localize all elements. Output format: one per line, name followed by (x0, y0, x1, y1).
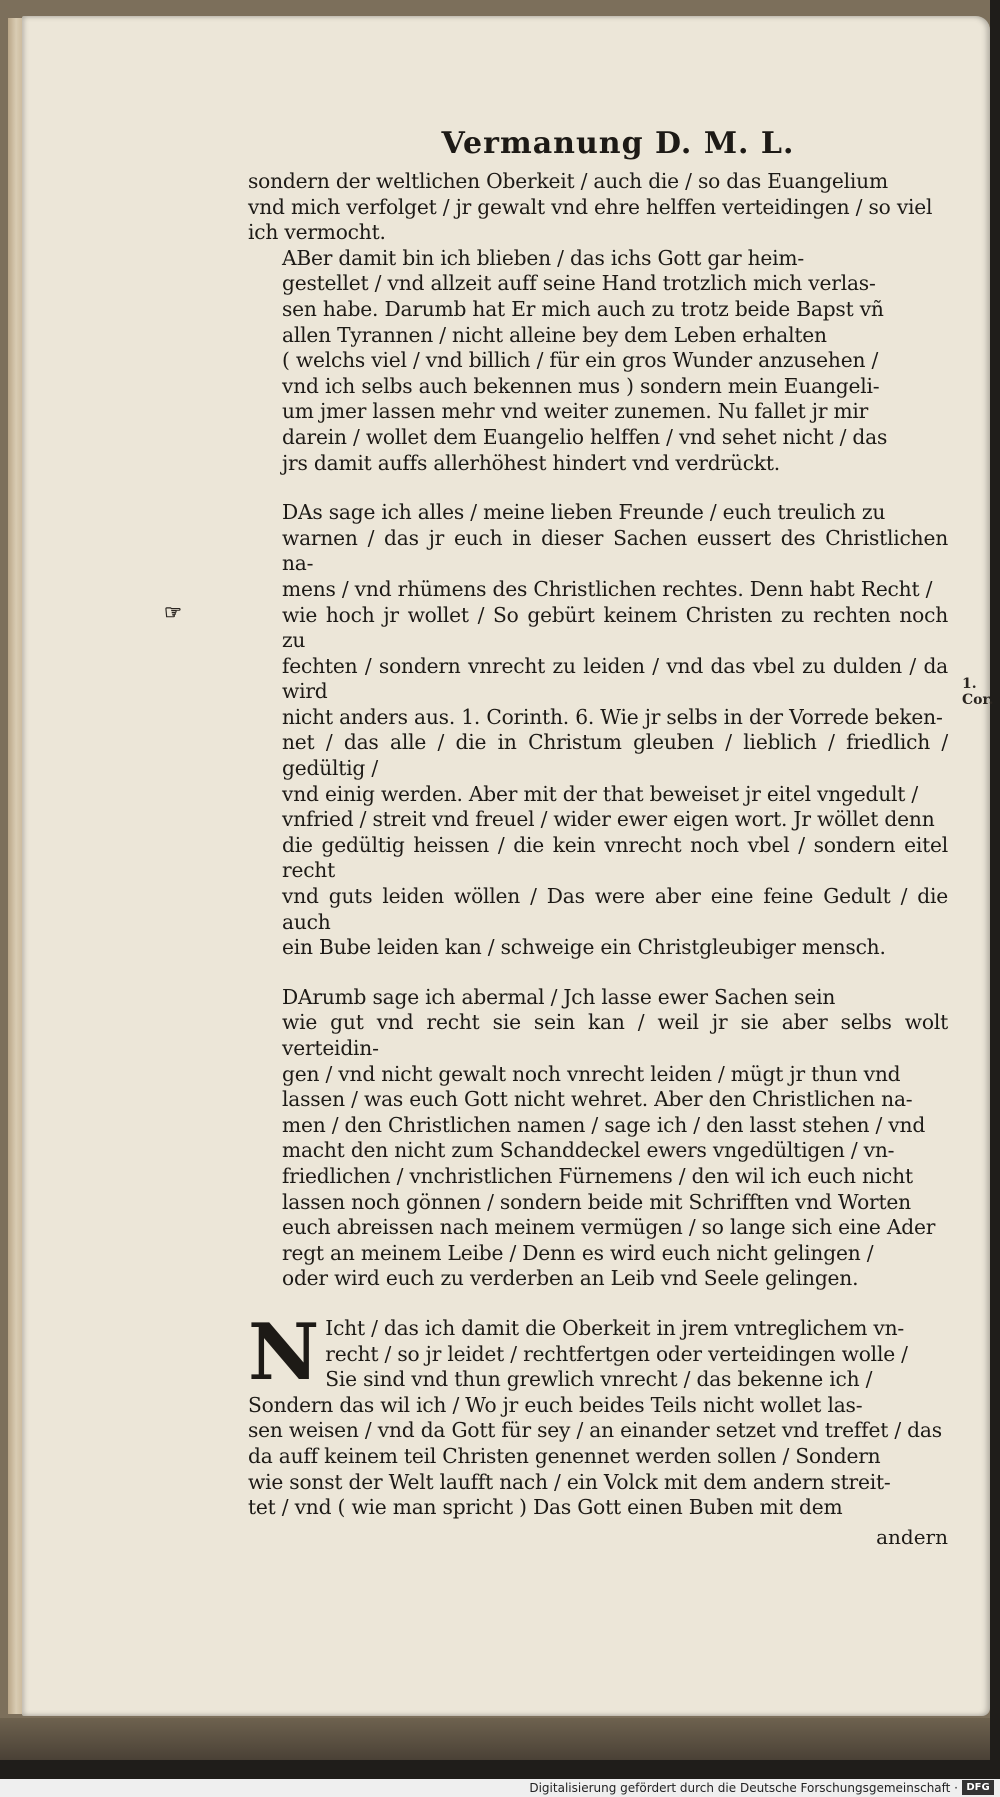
page-heading: Vermanung D. M. L. (441, 126, 795, 161)
paragraph-2: ABer damit bin ich blieben / das ichs Gott gar heim- gestellet / vnd allzeit auff seine Hand trotzlich mich verlas- sen habe. Darumb hat Er mich auch zu trotz beide Bapst vñ allen Tyrannen / nicht alleine bey dem Leben erhalten ( welchs viel / vnd billich / für ein gros Wunder anzusehen / vnd ich selbs auch bekennen mus ) sondern mein Euangeli- um jmer lassen mehr vnd weiter zunemen. Nu fallet jr mir darein / wollet dem Euangelio helffen / vnd sehet nicht / das jrs damit auffs allerhöhest hindert vnd verdrückt. (282, 245, 888, 475)
dfg-logo[interactable]: DFG (962, 1780, 994, 1795)
page-text (248, 126, 948, 1549)
paragraph-3: DAs sage ich alles / meine lieben Freunde / euch treulich zu warnen / das jr euch in dieser Sachen eussert des Christlichen na- mens / vnd rhümens des Christlichen rechtes. Denn habt Recht / wie hoch jr wollet / So gebürt keinem Christen zu rechten noch zu fechten / sondern vnrecht zu leiden / vnd das vbel zu dulden / da wird nicht anders aus. 1. Corinth. 6. Wie jr selbs in der Vorrede beken- net / das alle / die in Christum gleuben / lieblich / friedlich / gedültig / vnd einig werden. Aber mit der that beweiset jr eitel vngedult / vnfried / streit vnd freuel / wider ewer eigen wort. Jr wöllet denn die gedültig heissen / die kein vnrecht noch vbel / sondern eitel recht vnd guts leiden wöllen / Das were aber eine feine Gedult / die auch ein Bube leiden kan / schweige ein Christgleubiger mensch. (282, 500, 948, 960)
catchword: andern (876, 1524, 948, 1549)
paragraph-1: sondern der weltlichen Oberkeit / auch die / so das Euangelium vnd mich verfolget / jr gewalt vnd ehre helffen verteidingen / so viel ich vermocht. (248, 169, 933, 245)
margin-pointing-hand-icon: ☞ (164, 600, 182, 624)
dropcap-initial: N (248, 1306, 320, 1398)
margin-note: 1. Cor. (962, 676, 994, 708)
paragraph-5-text: Icht / das ich damit die Oberkeit in jrem vntreglichem vn- recht / so jr leidet / rechtfertgen oder verteidingen wolle / Sie sind vnd thun grewlich vnrecht / das bekenne ich / Sondern das wil ich / Wo jr euch beides Teils nicht wollet las- sen weisen / vnd da Gott für sey / an einander setzet vnd treffet / das da auff keinem teil Christen genennet werden sollen / Sondern wie sonst der Welt laufft nach / ein Volck mit dem andern streit- tet / vnd ( wie man spricht ) Das Gott einen Buben mit dem (248, 1315, 942, 1520)
book-bottom-edge (0, 1718, 990, 1760)
footer-credit: Digitalisierung gefördert durch die Deutsche Forschungsgemeinschaft · (529, 1781, 958, 1795)
paragraph-5 (248, 1306, 948, 1521)
paragraph-4: DArumb sage ich abermal / Jch lasse ewer Sachen sein wie gut vnd recht sie sein kan / weil jr sie aber selbs wolt verteidin- gen / vnd nicht gewalt noch vnrecht leiden / mügt jr thun vnd lassen / was euch Gott nicht wehret. Aber den Christlichen na- men / den Christlichen namen / sage ich / den lasst stehen / vnd macht den nicht zum Schanddeckel ewers vngedültigen / vn- friedlichen / vnchristlichen Fürnemens / den wil ich euch nicht lassen noch gönnen / sondern beide mit Schrifften vnd Worten euch abreissen nach meinem vermügen / so lange sich eine Ader regt an meinem Leibe / Denn es wird euch nicht gelingen / oder wird euch zu verderben an Leib vnd Seele gelingen. (282, 984, 948, 1291)
